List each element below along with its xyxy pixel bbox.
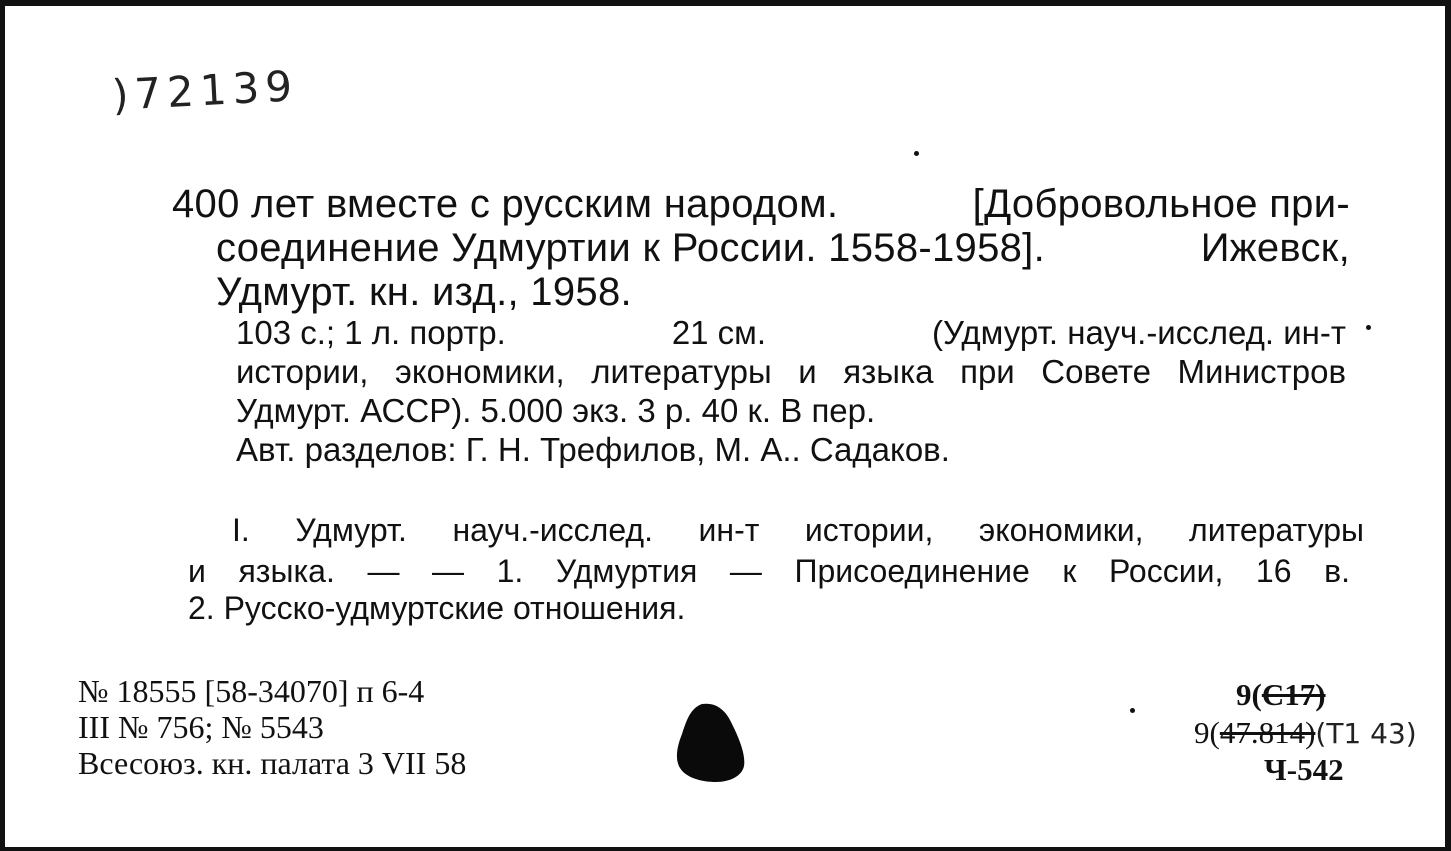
description-line-3: [236, 392, 875, 430]
tracing-line-2-text: и языка. — — 1. Удмуртия — Присоединение к России, 16 в.: [188, 553, 1350, 589]
classification-1-struck: С17): [1261, 677, 1326, 712]
tracing-line-2: [188, 553, 1350, 590]
description-line-4: [236, 431, 950, 469]
description-line-2-text: истории, экономики, литературы и языка при Совете Министров: [236, 353, 1346, 390]
title-line-2: [216, 226, 1350, 271]
title-line-2-left: соединение Удмуртии к России. 1558-1958].: [216, 226, 1045, 270]
title-line-1-left: 400 лет вместе с русским народом.: [172, 182, 839, 226]
classification-2-prefix: 9(: [1194, 715, 1220, 750]
stray-dot: [914, 151, 919, 156]
author-mark: Ч-542: [1264, 752, 1344, 787]
tracing-line-1: [232, 512, 1364, 549]
title-line-2-right: Ижевск,: [1200, 226, 1350, 270]
description-line-4-text: Авт. разделов: Г. Н. Трефилов, М. А.. Садаков.: [236, 431, 950, 468]
title-line-3: [216, 270, 632, 315]
ink-blot: [672, 700, 748, 784]
classification-2-struck: 47.814): [1219, 715, 1316, 750]
title-line-1: [172, 182, 1350, 227]
classification-2-handwritten: (Т1 43): [1315, 717, 1417, 750]
description-line-1-left: 103 с.; 1 л. портр.: [236, 314, 506, 351]
classification-1-prefix: 9(: [1236, 677, 1262, 712]
registration-line-3: Всесоюз. кн. палата 3 VII 58: [78, 745, 467, 781]
title-line-3-text: Удмурт. кн. изд., 1958.: [216, 270, 632, 314]
stray-dot: [1130, 708, 1135, 713]
tracing-line-3: [188, 590, 685, 627]
description-line-1-mid: 21 см.: [671, 314, 767, 351]
description-line-2: [236, 353, 1346, 391]
handwritten-accession-number: )72139: [110, 61, 300, 120]
stray-dot: [1366, 325, 1371, 330]
registration-line-1: № 18555 [58-34070] п 6-4: [78, 673, 425, 709]
tracing-line-1-text: I. Удмурт. науч.-исслед. ин-т истории, экономики, литературы: [232, 512, 1364, 548]
title-line-1-right: [Добровольное при-: [972, 182, 1350, 226]
classification-line-1: [1236, 677, 1326, 713]
classification-line-2: [1194, 715, 1417, 751]
registration-line-2: III № 756; № 5543: [78, 709, 324, 745]
tracing-line-3-text: 2. Русско-удмуртские отношения.: [188, 590, 686, 626]
description-line-3-text: Удмурт. АССР). 5.000 экз. 3 р. 40 к. В пер.: [236, 392, 876, 429]
description-line-1-right: (Удмурт. науч.-исслед. ин-т: [932, 314, 1346, 351]
description-line-1: [236, 314, 1346, 352]
